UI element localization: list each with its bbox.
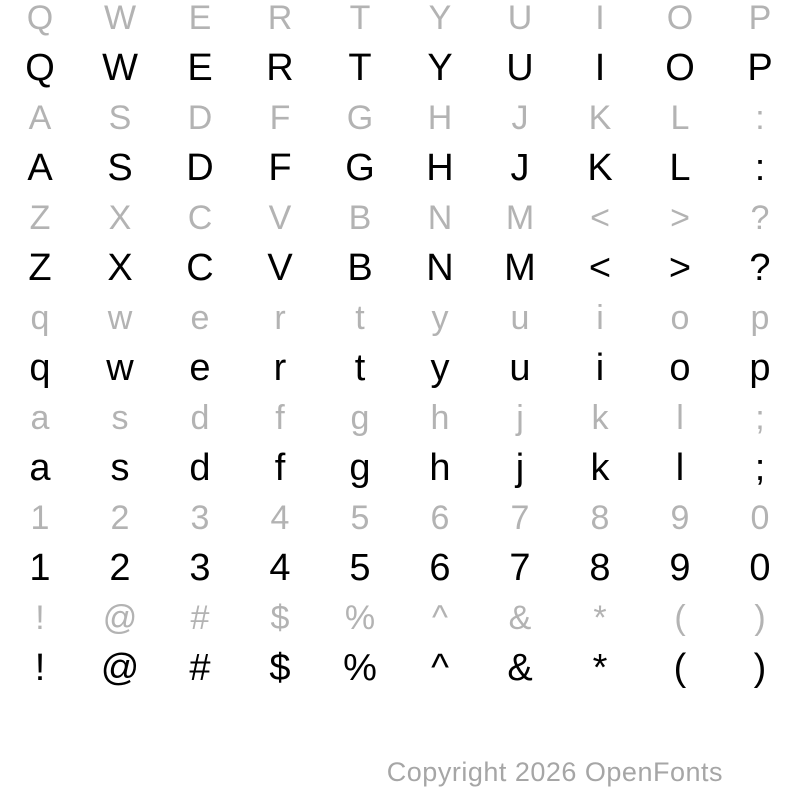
glyph-cell: r (273, 347, 287, 389)
glyph-cell: u (510, 299, 530, 337)
glyph-cell: L (670, 99, 690, 137)
glyph-cell: # (189, 647, 211, 689)
glyph-cell: U (507, 0, 533, 37)
glyph-cell: 0 (749, 547, 771, 589)
glyph-cell: I (595, 0, 605, 37)
glyph-cell: Y (428, 0, 452, 37)
reference-row (0, 493, 800, 543)
glyph-cell: & (508, 599, 532, 637)
glyph-cell: e (189, 347, 211, 389)
glyph-cell: O (665, 47, 695, 89)
glyph-cell: K (587, 147, 613, 189)
reference-row (0, 93, 800, 143)
glyph-cell: @ (102, 599, 138, 637)
glyph-cell: h (430, 399, 450, 437)
glyph-cell: ( (674, 599, 686, 637)
glyph-cell: 3 (190, 499, 210, 537)
copyright-text: Copyright 2026 OpenFonts (386, 757, 723, 787)
glyph-cell: S (107, 147, 133, 189)
glyph-cell: 1 (30, 499, 50, 537)
glyph-cell: E (188, 0, 212, 37)
glyph-cell: ^ (432, 599, 448, 637)
glyph-cell: a (30, 399, 50, 437)
glyph-cell: U (506, 47, 534, 89)
glyph-cell: T (349, 0, 371, 37)
glyph-cell: J (510, 147, 530, 189)
glyph-cell: S (108, 99, 132, 137)
glyph-cell: 4 (270, 499, 290, 537)
glyph-cell: $ (270, 599, 290, 637)
glyph-cell: I (594, 47, 606, 89)
glyph-cell: N (426, 247, 454, 289)
glyph-cell: k (591, 399, 609, 437)
glyph-cell: T (348, 47, 372, 89)
glyph-cell: F (268, 147, 292, 189)
glyph-cell: y (430, 347, 450, 389)
glyph-cell: k (590, 447, 610, 489)
glyph-cell: e (190, 299, 210, 337)
glyph-cell: p (749, 347, 771, 389)
glyph-cell: ) (753, 647, 767, 689)
glyph-cell: D (186, 147, 214, 189)
sample-row (0, 643, 800, 693)
glyph-cell: s (111, 399, 129, 437)
glyph-cell: > (668, 247, 692, 289)
glyph-cell: > (670, 199, 690, 237)
glyph-cell: W (103, 0, 137, 37)
glyph-cell: i (596, 299, 604, 337)
glyph-cell: B (348, 199, 372, 237)
glyph-cell: ) (754, 599, 766, 637)
glyph-cell: P (748, 0, 772, 37)
glyph-cell: < (588, 247, 612, 289)
glyph-cell: y (431, 299, 449, 337)
glyph-cell: Q (25, 47, 55, 89)
glyph-cell: w (106, 347, 134, 389)
glyph-cell: N (427, 199, 453, 237)
sample-row (0, 343, 800, 393)
reference-row (0, 393, 800, 443)
glyph-cell: j (516, 399, 524, 437)
glyph-cell: M (504, 247, 536, 289)
glyph-cell: 1 (29, 547, 51, 589)
glyph-cell: t (354, 347, 366, 389)
glyph-cell: d (190, 399, 210, 437)
glyph-cell: o (670, 299, 690, 337)
reference-row (0, 0, 800, 43)
glyph-cell: : (755, 99, 765, 137)
glyph-cell: @ (100, 647, 140, 689)
glyph-cell: Q (26, 0, 54, 37)
glyph-cell: R (266, 47, 294, 89)
glyph-cell: Z (28, 247, 52, 289)
glyph-cell: # (190, 599, 210, 637)
glyph-cell: X (108, 199, 132, 237)
glyph-cell: J (511, 99, 529, 137)
glyph-cell: q (29, 347, 51, 389)
glyph-cell: 7 (509, 547, 531, 589)
glyph-cell: * (593, 599, 607, 637)
glyph-cell: C (187, 199, 213, 237)
glyph-cell: ? (750, 199, 770, 237)
sample-row (0, 43, 800, 93)
glyph-cell: A (28, 99, 52, 137)
glyph-cell: t (355, 299, 365, 337)
glyph-cell: Z (29, 199, 51, 237)
glyph-cell: g (349, 447, 371, 489)
glyph-cell: % (343, 647, 377, 689)
glyph-cell: 0 (750, 499, 770, 537)
glyph-cell: O (666, 0, 694, 37)
glyph-cell: 3 (189, 547, 211, 589)
glyph-cell: * (592, 647, 608, 689)
glyph-cell: p (750, 299, 770, 337)
glyph-cell: u (509, 347, 531, 389)
glyph-cell: 6 (430, 499, 450, 537)
glyph-cell: l (676, 399, 684, 437)
glyph-cell: < (590, 199, 610, 237)
reference-row (0, 293, 800, 343)
glyph-cell: D (187, 99, 213, 137)
glyph-cell: ? (749, 247, 771, 289)
glyph-cell: 5 (350, 499, 370, 537)
glyph-cell: r (274, 299, 286, 337)
reference-row (0, 193, 800, 243)
glyph-cell: 8 (589, 547, 611, 589)
glyph-cell: R (267, 0, 293, 37)
sample-row (0, 543, 800, 593)
glyph-cell: j (515, 447, 525, 489)
glyph-cell: w (107, 299, 133, 337)
glyph-cell: ^ (431, 647, 449, 689)
glyph-cell: Y (427, 47, 453, 89)
glyph-cell: H (427, 99, 453, 137)
glyph-cell: B (347, 247, 373, 289)
glyph-cell: a (29, 447, 51, 489)
glyph-cell: K (588, 99, 612, 137)
glyph-cell: $ (269, 647, 291, 689)
glyph-cell: % (344, 599, 376, 637)
glyph-cell: f (274, 447, 286, 489)
glyph-cell: q (30, 299, 50, 337)
glyph-cell: P (747, 47, 773, 89)
glyph-cell: V (268, 199, 292, 237)
glyph-cell: ; (755, 399, 765, 437)
sample-row (0, 143, 800, 193)
sample-row (0, 243, 800, 293)
glyph-cell: ! (35, 599, 45, 637)
glyph-cell: G (346, 99, 374, 137)
glyph-cell: l (675, 447, 685, 489)
glyph-cell: E (187, 47, 213, 89)
glyph-cell: M (505, 199, 535, 237)
glyph-cell: 9 (669, 547, 691, 589)
glyph-cell: f (275, 399, 285, 437)
glyph-cell: G (345, 147, 375, 189)
glyph-cell: C (186, 247, 214, 289)
glyph-cell: ( (673, 647, 687, 689)
glyph-cell: 2 (109, 547, 131, 589)
glyph-cell: A (27, 147, 53, 189)
glyph-cell: 6 (429, 547, 451, 589)
glyph-cell: H (426, 147, 454, 189)
glyph-cell: i (595, 347, 605, 389)
reference-row (0, 593, 800, 643)
glyph-cell: L (669, 147, 691, 189)
glyph-cell: s (110, 447, 130, 489)
glyph-cell: 2 (110, 499, 130, 537)
glyph-cell: 5 (349, 547, 371, 589)
glyph-cell: ; (754, 447, 766, 489)
glyph-cell: F (269, 99, 291, 137)
glyph-cell: d (189, 447, 211, 489)
glyph-cell: ! (34, 647, 46, 689)
glyph-cell: V (267, 247, 293, 289)
sample-row (0, 443, 800, 493)
glyph-cell: g (350, 399, 370, 437)
glyph-cell: : (754, 147, 766, 189)
glyph-cell: o (669, 347, 691, 389)
glyph-cell: 9 (670, 499, 690, 537)
glyph-cell: h (429, 447, 451, 489)
glyph-cell: 7 (510, 499, 530, 537)
glyph-cell: 4 (269, 547, 291, 589)
glyph-cell: 8 (590, 499, 610, 537)
glyph-cell: & (507, 647, 533, 689)
glyph-cell: X (107, 247, 133, 289)
glyph-cell: W (102, 47, 138, 89)
